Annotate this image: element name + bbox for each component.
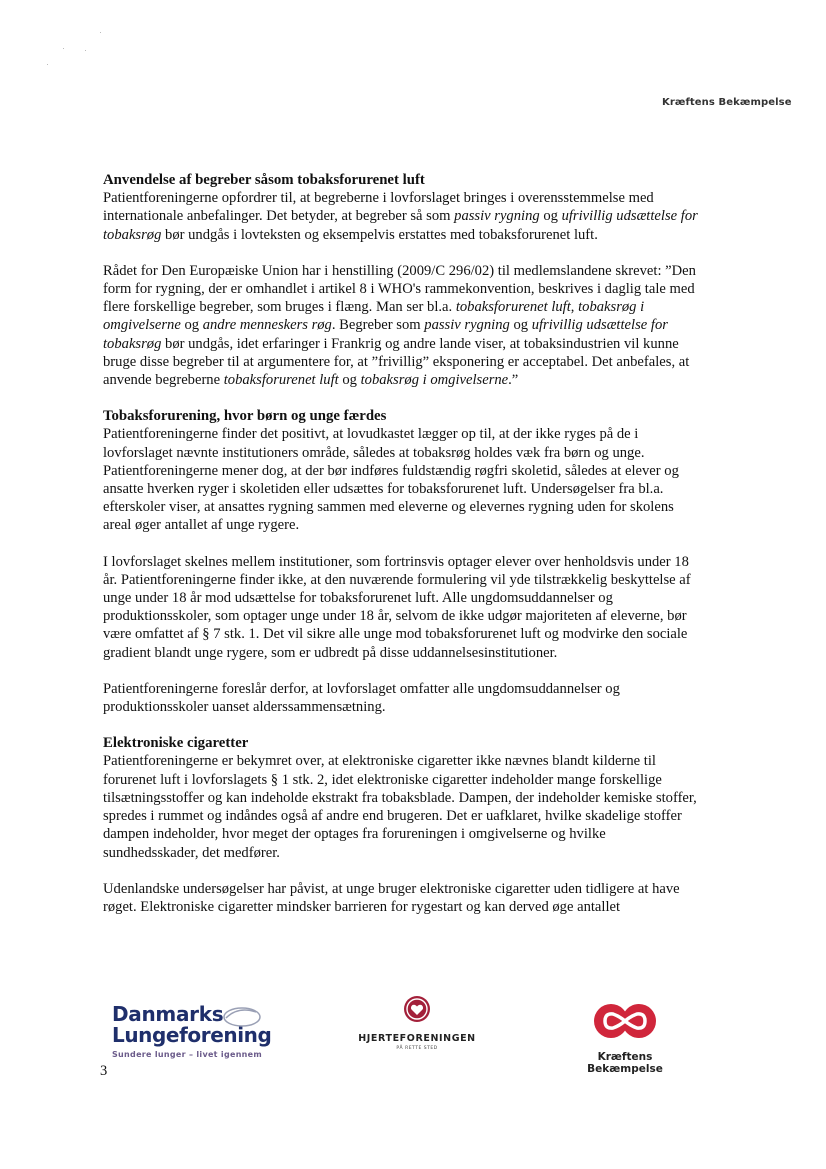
paragraph: Patientforeningerne finder det positivt, at lovudkastet lægger op til, at der ikke ryges på de i lovforslaget nævnte institutioners område, således at tobaksrøg holdes væk fra børn og unge. Patientforeningerne mener dog, at der bør indføres fuldstændig røgfri skoletid, således at elever og ansatte hverken ryger i skoletiden eller udsættes for tobaksforurenet luft. Undersøgelser fra bl.a. efterskoler viser, at ansattes rygning sammen med eleverne og elevernes rygning uden for skolens areal øger antallet af unge rygere. bbox=[103, 426, 679, 534]
paragraph: Patientforeningerne foreslår derfor, at lovforslaget omfatter alle ungdomsuddannelser og produktionsskoler uanset alderssammensætning. bbox=[103, 680, 620, 716]
document-body bbox=[103, 171, 699, 916]
page-number: 3 bbox=[100, 1063, 108, 1079]
infinity-icon bbox=[585, 1000, 665, 1042]
paragraph: Patientforeningerne opfordrer til, at begreberne i lovforslaget bringes i overensstemmelse med internationale anbefalinger. Det betyder, at begreber så som passiv rygning og ufrivillig udsættelse for tobaksrøg bør undgås i lovteksten og eksempelvis erstattes med tobaksforurenet luft. bbox=[103, 190, 698, 243]
paragraph: Udenlandske undersøgelser har påvist, at unge bruger elektroniske cigaretter uden tidligere at have røget. Elektroniske cigaretter mindsker barrieren for rygestart og kan derved øge antallet bbox=[103, 880, 680, 915]
section-heading: Anvendelse af begreber såsom tobaksforurenet luft bbox=[103, 172, 425, 188]
footer-logos bbox=[0, 990, 826, 1090]
section-heading: Tobaksforurening, hvor børn og unge færdes bbox=[103, 408, 387, 425]
hjerteforeningen-logo: HJERTEFORENINGEN PÅ RETTE STED bbox=[347, 994, 487, 1051]
kraeftens-bekaempelse-logo: Kræftens Bekæmpelse bbox=[560, 1000, 690, 1075]
lung-icon bbox=[220, 1004, 264, 1028]
section-heading: Elektroniske cigaretter bbox=[103, 735, 249, 752]
heart-icon bbox=[402, 994, 432, 1024]
header-org-name: Kræftens Bekæmpelse bbox=[662, 97, 792, 108]
scan-specks bbox=[45, 30, 105, 70]
danmarks-lungeforening-logo: Danmarks Lungeforening Sundere lunger – livet igennem bbox=[112, 1002, 272, 1059]
paragraph: Patientforeningerne er bekymret over, at elektroniske cigaretter ikke nævnes blandt kilderne til forurenet luft i lovforslagets § 1 stk. 2, idet elektroniske cigaretter indeholder mange forskellige tilsætningsstoffer og kan indeholde ekstrakt fra tobaksblade. Dampen, der indeholder kemiske stoffer, spredes i rummet og indåndes også af andre end brugeren. Det er uafklaret, hvilke skadelige stoffer dampen indeholder, hvor meget der optages fra forureningen i omgivelserne og hvilke sundhedsskader, det medfører. bbox=[103, 753, 697, 861]
paragraph: I lovforslaget skelnes mellem institutioner, som fortrinsvis optager elever over henholdsvis under 18 år. Patientforeningerne finder ikke, at den nuværende formulering vil yde tilstrækkelig beskyttelse af unge under 18 år mod udsættelse for tobaksforurenet luft. Alle ungdomsuddannelser og produktionsskoler, som optager unge under 18 år, selvom de ikke udgør majoriteten af eleverne, bør være omfattet af § 7 stk. 1. Det vil sikre alle unge mod tobaksforurenet luft og modvirke den sociale gradient blandt unge rygere, som er udbredt på disse uddannelsesinstitutioner. bbox=[103, 553, 691, 661]
paragraph: Rådet for Den Europæiske Union har i henstilling (2009/C 296/02) til medlemslandene skrevet: ”Den form for rygning, der er omhandlet i artikel 8 i WHO's rammekonvention, beskrives i daglig tale med flere forskellige begreber, som bruges i flæng. Man ser bl.a. tobaksforurenet luft, tobaksrøg i omgivelserne og andre menneskers røg. Begreber som passiv rygning og ufrivillig udsættelse for tobaksrøg bør undgås, idet erfaringer i Frankrig og andre lande viser, at tobaksindustrien vil kunne bruge disse begreber til at argumentere for, at ”frivillig” eksponering er acceptabel. Det anbefales, at anvende begreberne tobaksforurenet luft og tobaksrøg i omgivelserne.” bbox=[103, 262, 696, 389]
